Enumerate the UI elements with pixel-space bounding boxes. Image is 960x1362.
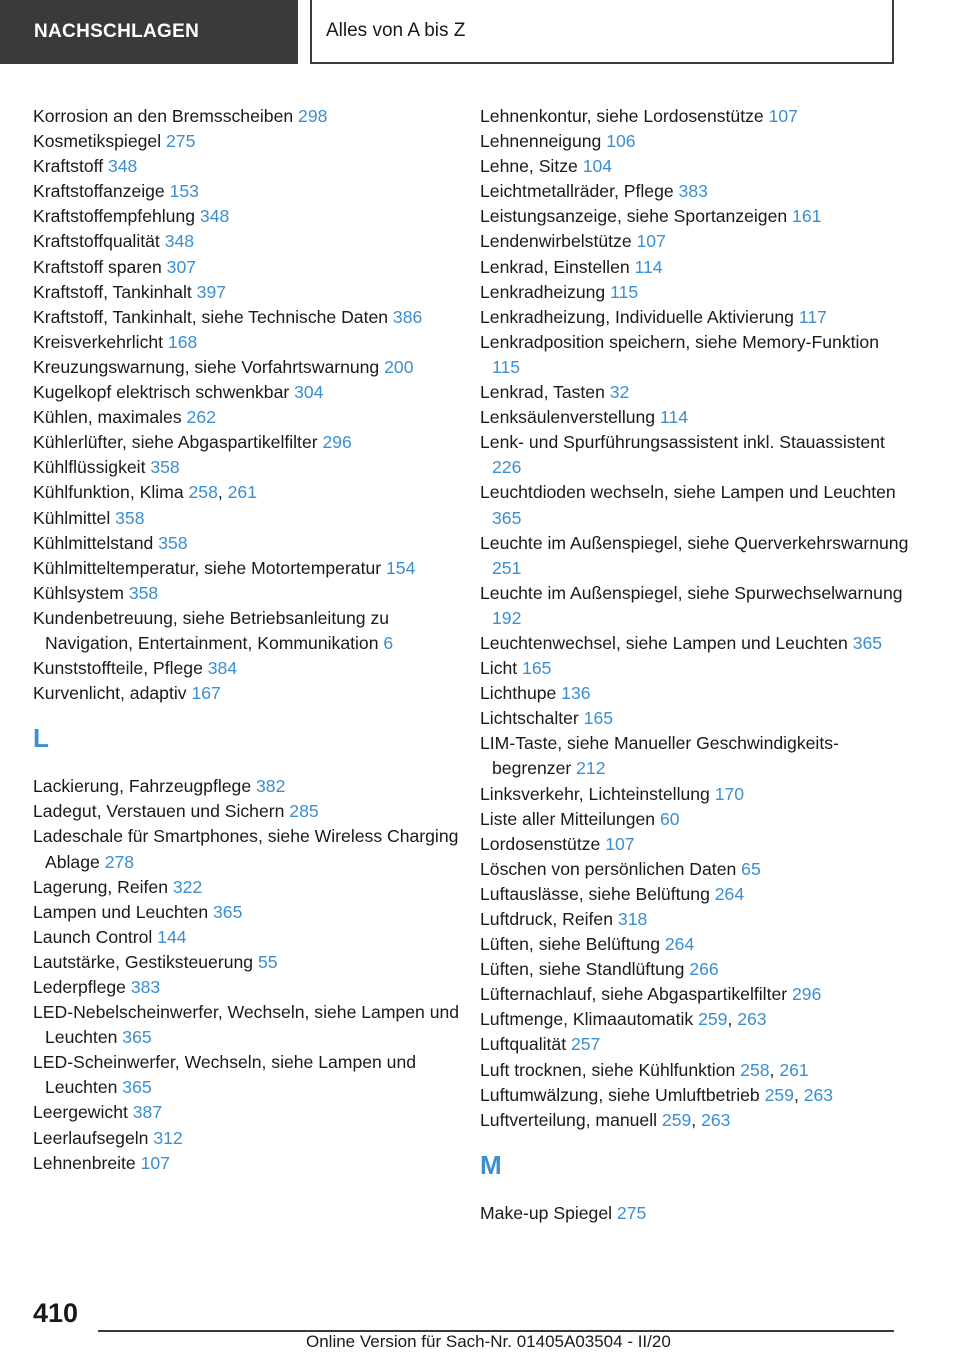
page-reference-link[interactable]: 266 xyxy=(689,959,719,980)
page-number: 410 xyxy=(33,1298,79,1328)
index-entry-term: Ladegut, Verstauen und Sichern xyxy=(33,801,285,822)
index-entry xyxy=(33,925,463,950)
index-entry-term: Kühlfunktion, Klima xyxy=(33,482,184,503)
index-entry-term: Kundenbetreuung, siehe Betriebsanleitung zu Navigation, Entertainment, Kommunikation xyxy=(33,607,390,653)
page-reference-link[interactable]: 358 xyxy=(115,507,145,528)
index-entry-term: Linksverkehr, Lichteinstellung xyxy=(480,783,710,804)
index-entry-term: Lagerung, Reifen xyxy=(33,876,168,897)
page-reference-link[interactable]: 258 xyxy=(188,482,218,503)
index-entry xyxy=(33,581,463,606)
page-reference-link[interactable]: 275 xyxy=(616,1202,647,1223)
index-entry-term: Lehnenneigung xyxy=(480,131,602,152)
index-entry-term: Kreisverkehrlicht xyxy=(33,331,164,352)
index-entry xyxy=(480,380,910,405)
index-entry-term: Leuchtdioden wechseln, siehe Lampen und Leuchten xyxy=(480,482,896,503)
index-entry xyxy=(480,957,910,982)
index-entry xyxy=(33,154,463,179)
index-entry-term: Lüften, siehe Standlüftung xyxy=(480,959,685,980)
page-reference-link[interactable]: 382 xyxy=(256,776,286,797)
page-reference-link[interactable]: 261 xyxy=(227,482,257,503)
index-entry xyxy=(480,330,910,380)
page-reference-link[interactable]: 263 xyxy=(701,1109,731,1130)
index-entry-term: Lautstärke, Gestiksteuerung xyxy=(33,951,254,972)
page-reference-link[interactable]: 383 xyxy=(130,977,161,997)
page-reference-link[interactable]: 192 xyxy=(492,607,522,628)
page-reference-link[interactable]: 312 xyxy=(153,1127,183,1148)
page-reference-link[interactable]: 365 xyxy=(213,901,243,922)
page-reference-link[interactable]: 136 xyxy=(561,683,591,704)
index-entry xyxy=(480,782,910,807)
page-reference-link[interactable]: 263 xyxy=(803,1084,834,1105)
index-letter-heading: M xyxy=(480,1149,502,1180)
index-entry-term: Lederpflege xyxy=(33,977,126,997)
index-entry xyxy=(33,430,463,455)
page-reference-link[interactable]: 117 xyxy=(798,306,827,327)
index-entry xyxy=(33,380,463,405)
page-reference-link[interactable]: 275 xyxy=(166,131,196,152)
page-reference-link[interactable]: 261 xyxy=(779,1059,809,1080)
section-label: NACHSCHLAGEN xyxy=(34,21,200,42)
index-entry-term: Kugelkopf elektrisch schwenkbar xyxy=(33,382,290,403)
index-entry-term: Kraftstoffempfehlung xyxy=(33,206,196,227)
page-reference-link[interactable]: 296 xyxy=(322,432,352,453)
index-letter-heading: L xyxy=(33,723,49,754)
index-entry xyxy=(480,907,910,932)
index-entry xyxy=(480,280,910,305)
index-entry-term: Leergewicht xyxy=(33,1102,128,1123)
index-entry-term: Löschen von persönlichen Daten xyxy=(480,858,737,879)
index-entry xyxy=(480,681,910,706)
index-entry xyxy=(33,104,463,129)
index-entry xyxy=(480,405,910,430)
page-reference-link[interactable]: 358 xyxy=(128,582,159,603)
index-entry-term: Kühlerlüfter, siehe Abgaspartikelfilter xyxy=(33,432,318,453)
page-reference-link[interactable]: 144 xyxy=(157,926,187,947)
page-reference-link[interactable]: 115 xyxy=(492,356,521,377)
page-reference-link[interactable]: 168 xyxy=(167,331,198,352)
page-reference-link[interactable]: 165 xyxy=(583,708,614,729)
index-entry-term: Kraftstoff, Tankinhalt, siehe Technische Daten xyxy=(33,306,389,327)
page-reference-link[interactable]: 264 xyxy=(664,934,695,955)
index-entry xyxy=(33,455,463,480)
index-entry-term: Leuchte im Außenspiegel, siehe Spurwechselwarnung xyxy=(480,582,903,603)
page-reference-link[interactable]: 348 xyxy=(199,206,230,227)
header-title-box xyxy=(310,0,894,64)
index-entry xyxy=(480,1032,910,1057)
index-entry xyxy=(33,975,463,1000)
index-entry xyxy=(480,305,910,330)
index-entry xyxy=(33,606,463,656)
page-reference-link[interactable]: 298 xyxy=(298,106,328,126)
page-reference-link[interactable]: 384 xyxy=(207,658,238,679)
index-entry xyxy=(33,280,463,305)
page-reference-link[interactable]: 107 xyxy=(605,833,635,854)
index-entry-term: Liste aller Mitteilungen xyxy=(480,808,656,829)
index-entry xyxy=(480,731,910,781)
index-entry xyxy=(480,229,910,254)
index-entry xyxy=(33,1000,463,1050)
index-entry xyxy=(33,681,463,706)
index-entry xyxy=(33,1126,463,1151)
index-entry-term: Licht xyxy=(480,658,518,679)
index-entry-term: LIM-Taste, siehe Manueller Geschwindigkeitsbegrenzer xyxy=(480,733,839,779)
index-entry xyxy=(480,104,910,129)
index-entry-term: Lackierung, Fahrzeugpflege xyxy=(33,776,252,797)
index-entry: Kühlfunktion, Klima 258, 261 xyxy=(33,482,257,503)
index-entry-term: Lüften, siehe Belüftung xyxy=(480,934,660,955)
index-entry-term: Leerlaufsegeln xyxy=(33,1127,149,1148)
page-reference-link[interactable]: 348 xyxy=(107,156,138,177)
page-reference-link[interactable]: 358 xyxy=(150,457,180,478)
index-entry-term: Lichtschalter xyxy=(480,708,579,729)
index-entry-term: Luftverteilung, manuell xyxy=(480,1109,658,1130)
index-entry xyxy=(480,857,910,882)
index-entry xyxy=(480,480,910,530)
page-reference-link[interactable]: 104 xyxy=(582,156,613,177)
index-entry xyxy=(480,982,910,1007)
index-entry xyxy=(33,774,463,799)
index-entry-term: Lehnenkontur, siehe Lordosenstütze xyxy=(480,106,764,126)
index-entry xyxy=(480,882,910,907)
index-entry xyxy=(480,255,910,280)
page-reference-link[interactable]: 264 xyxy=(714,883,745,904)
index-entry xyxy=(33,799,463,824)
page-reference-link[interactable]: 167 xyxy=(191,683,221,704)
page-reference-link[interactable]: 165 xyxy=(522,658,552,679)
page-reference-link[interactable]: 259 xyxy=(764,1084,794,1105)
index-entry-term: Leuchtenwechsel, siehe Lampen und Leuchten xyxy=(480,632,848,653)
index-entry-term: Kunststoffteile, Pflege xyxy=(33,658,203,679)
page-reference-link[interactable]: 257 xyxy=(570,1034,601,1055)
index-entry-term: Kühlen, maximales xyxy=(33,407,182,428)
index-entry-term: Lenkradheizung, Individuelle Aktivierung xyxy=(480,306,794,327)
index-entry xyxy=(33,355,463,380)
index-entry xyxy=(33,506,463,531)
page-reference-link[interactable]: 383 xyxy=(678,181,708,202)
index-entry: Luftumwälzung, siehe Umluftbetrieb 259, 263 xyxy=(480,1084,834,1105)
index-entry-term: Kraftstoff xyxy=(33,156,104,177)
index-entry-term: Leichtmetallräder, Pflege xyxy=(480,181,674,202)
index-entry xyxy=(33,656,463,681)
index-entry xyxy=(33,1151,463,1176)
page-reference-link[interactable]: 106 xyxy=(606,131,636,152)
page-reference-link[interactable]: 107 xyxy=(636,231,666,252)
page-reference-link[interactable]: 161 xyxy=(792,206,822,227)
index-entry-term: Lenksäulenverstellung xyxy=(480,407,656,428)
index-entry xyxy=(480,706,910,731)
page-reference-link[interactable]: 6 xyxy=(383,632,394,653)
section-tab xyxy=(0,0,298,64)
index-entry-term: Lenkrad, Einstellen xyxy=(480,256,630,277)
index-entry-term: Leuchte im Außenspiegel, siehe Querverkehrswarnung xyxy=(480,532,909,553)
index-entry: Luftmenge, Klimaautomatik 259, 263 xyxy=(480,1009,767,1030)
index-entry xyxy=(33,950,463,975)
page-reference-link[interactable]: 304 xyxy=(294,382,324,403)
index-entry xyxy=(33,556,463,581)
index-entry-term: Lehnenbreite xyxy=(33,1152,136,1173)
index-entry xyxy=(480,631,910,656)
index-entry-term: Lendenwirbelstütze xyxy=(480,231,632,252)
page-reference-link[interactable]: 55 xyxy=(257,951,278,972)
index-entry xyxy=(480,154,910,179)
index-column-left xyxy=(33,104,463,1176)
index-entry-term: LED-Nebelscheinwerfer, Wechseln, siehe Lampen und Leuchten xyxy=(33,1002,460,1048)
page-reference-link[interactable]: 107 xyxy=(768,106,798,126)
page-reference-link[interactable]: 285 xyxy=(289,801,319,822)
index-entry-term: Kühlmittel xyxy=(33,507,111,528)
page-reference-link[interactable]: 170 xyxy=(714,783,745,804)
online-version-note: Online Version für Sach-Nr. 01405A03504 - II/20 xyxy=(306,1332,671,1351)
index-entry-term: Kühlmittelstand xyxy=(33,532,154,553)
page-reference-link[interactable]: 386 xyxy=(392,306,423,327)
index-entry-term: Kurvenlicht, adaptiv xyxy=(33,683,187,704)
index-entry-term: Luft trocknen, siehe Kühlfunktion xyxy=(480,1059,736,1080)
index-entry xyxy=(33,824,463,874)
index-entry-term: Lordosenstütze xyxy=(480,833,601,854)
index-entry xyxy=(33,531,463,556)
page-reference-link[interactable]: 348 xyxy=(164,231,195,252)
index-entry-term: Kraftstoffqualität xyxy=(33,231,160,252)
index-entry xyxy=(33,179,463,204)
index-entry-term: Luftumwälzung, siehe Umluftbetrieb xyxy=(480,1084,760,1105)
page-reference-link[interactable]: 278 xyxy=(104,851,135,872)
page-reference-link[interactable]: 32 xyxy=(609,382,630,403)
index-entry xyxy=(480,1201,910,1226)
index-entry: Luftverteilung, manuell 259, 263 xyxy=(480,1109,731,1130)
index-entry-term: Korrosion an den Bremsscheiben xyxy=(33,106,294,126)
page-reference-link[interactable]: 365 xyxy=(122,1077,152,1098)
index-entry-term: Kreuzungswarnung, siehe Vorfahrtswarnung xyxy=(33,356,380,377)
index-entry xyxy=(480,129,910,154)
page-reference-link[interactable]: 307 xyxy=(166,256,197,277)
index-entry-term: Kühlmitteltemperatur, siehe Motortemperatur xyxy=(33,557,382,578)
index-entry-term: Lenkradheizung xyxy=(480,281,606,302)
index-entry xyxy=(33,1100,463,1125)
index-entry-term: Kraftstoff, Tankinhalt xyxy=(33,281,192,302)
index-entry xyxy=(480,807,910,832)
page-reference-link[interactable]: 263 xyxy=(737,1009,767,1030)
page-reference-link[interactable]: 296 xyxy=(792,984,822,1005)
page-reference-link[interactable]: 358 xyxy=(158,532,188,553)
index-entry-term: Make-up Spiegel xyxy=(480,1202,613,1223)
index-entry-term: Kraftstoffanzeige xyxy=(33,181,165,202)
index-entry-term: Kühlsystem xyxy=(33,582,124,603)
page-reference-link[interactable]: 115 xyxy=(610,281,639,302)
index-entry xyxy=(480,656,910,681)
index-entry xyxy=(33,405,463,430)
page-reference-link[interactable]: 259 xyxy=(698,1009,728,1030)
page-reference-link[interactable]: 114 xyxy=(659,407,689,428)
page-reference-link[interactable]: 259 xyxy=(661,1109,692,1130)
index-entry-term: LED-Scheinwerfer, Wechseln, siehe Lampen und Leuchten xyxy=(33,1052,417,1098)
page-reference-link[interactable]: 226 xyxy=(492,457,522,478)
page-reference-link[interactable]: 397 xyxy=(196,281,227,302)
index-entry-term: Luftqualität xyxy=(480,1034,567,1055)
index-entry-term: Kosmetikspiegel xyxy=(33,131,162,152)
index-column-right xyxy=(480,104,910,1226)
index-entry-term: Luftdruck, Reifen xyxy=(480,909,614,929)
index-entry-term: Luftmenge, Klimaautomatik xyxy=(480,1009,694,1030)
index-entry xyxy=(33,305,463,330)
index-entry-term: Ladeschale für Smartphones, siehe Wireless Charging Ablage xyxy=(33,826,459,872)
page-reference-link[interactable]: 387 xyxy=(132,1102,163,1123)
page-reference-link[interactable]: 251 xyxy=(492,557,522,578)
index-entry xyxy=(33,255,463,280)
page-title: Alles von A bis Z xyxy=(326,20,466,41)
index-entry xyxy=(480,531,910,581)
index-entry xyxy=(480,932,910,957)
page-reference-link[interactable]: 365 xyxy=(122,1027,152,1048)
index-entry xyxy=(33,330,463,355)
index-entry xyxy=(33,229,463,254)
page-reference-link[interactable]: 60 xyxy=(659,808,680,829)
index-entry-term: Lenkrad, Tasten xyxy=(480,382,605,403)
index-entry-term: Lenkradposition speichern, siehe Memory-Funktion xyxy=(480,331,879,352)
index-entry xyxy=(33,900,463,925)
page-reference-link[interactable]: 258 xyxy=(740,1059,770,1080)
index-entry-term: Lehne, Sitze xyxy=(480,156,578,177)
index-entry xyxy=(33,204,463,229)
index-entry-term: Launch Control xyxy=(33,926,153,947)
index-entry-term: Lüfternachlauf, siehe Abgaspartikelfilter xyxy=(480,984,788,1005)
index-entry-term: Luftauslässe, siehe Belüftung xyxy=(480,883,710,904)
page-reference-link[interactable]: 365 xyxy=(492,507,522,528)
index-entry-term: Kraftstoff sparen xyxy=(33,256,162,277)
index-entry xyxy=(33,129,463,154)
index-entry xyxy=(480,179,910,204)
page-reference-link[interactable]: 365 xyxy=(852,632,883,653)
index-entry: Luft trocknen, siehe Kühlfunktion 258, 261 xyxy=(480,1059,809,1080)
index-entry xyxy=(480,832,910,857)
index-entry-term: Lampen und Leuchten xyxy=(33,901,209,922)
page-reference-link[interactable]: 153 xyxy=(169,181,199,202)
index-entry-term: Lenk- und Spurführungsassistent inkl. Stauassistent xyxy=(480,432,885,453)
page-reference-link[interactable]: 154 xyxy=(386,557,416,578)
page-reference-link[interactable]: 262 xyxy=(186,407,216,428)
index-entry xyxy=(33,1050,463,1100)
index-entry-term: Leistungsanzeige, siehe Sportanzeigen xyxy=(480,206,788,227)
page-reference-link[interactable]: 200 xyxy=(384,356,414,377)
index-entry xyxy=(480,204,910,229)
page-reference-link[interactable]: 107 xyxy=(140,1152,170,1173)
page-reference-link[interactable]: 114 xyxy=(634,256,663,277)
page-reference-link[interactable]: 322 xyxy=(172,876,203,897)
page-reference-link[interactable]: 65 xyxy=(741,858,761,879)
index-entry xyxy=(480,430,910,480)
index-entry xyxy=(33,875,463,900)
page-reference-link[interactable]: 318 xyxy=(617,909,648,929)
page-reference-link[interactable]: 212 xyxy=(576,758,606,779)
index-entry xyxy=(480,581,910,631)
index-entry-term: Kühlflüssigkeit xyxy=(33,457,146,478)
index-entry-term: Lichthupe xyxy=(480,683,557,704)
